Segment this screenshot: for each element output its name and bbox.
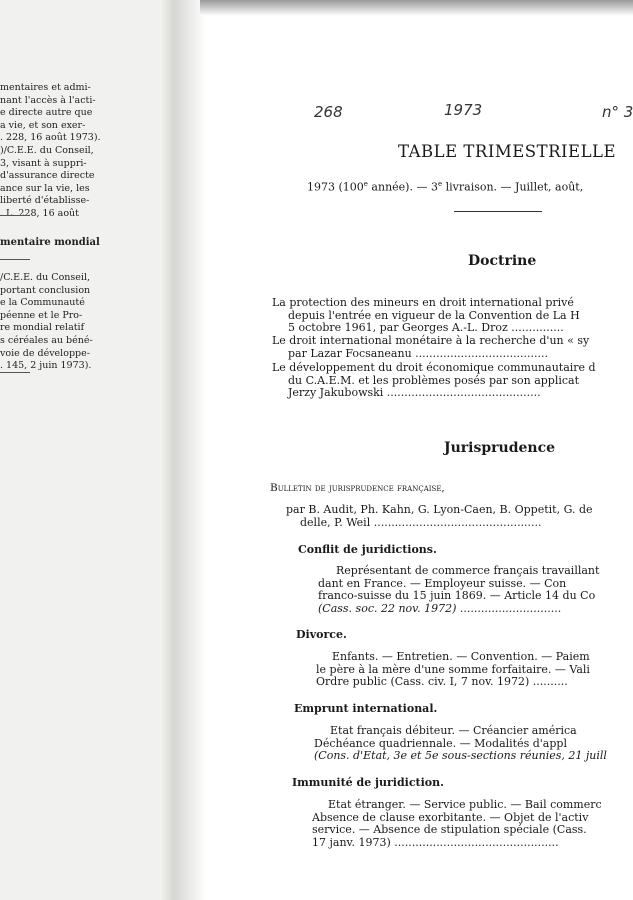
bulletin-heading: Bulletin de jurisprudence française, (270, 482, 445, 494)
category-body: Etat français débiteur. — Créancier américa Déchéance quadriennale. — Modalités d'appl (Cons. d'Etat, 3e et 5e sous-sections réunies, 21 juill (314, 724, 607, 762)
left-block-2: )/C.E.E. du Conseil, 3, visant à suppri- d'assurance directe ance sur la vie, les liberté d'établisse- . L. 228, 16 août (0, 145, 95, 219)
subtitle: 1973 (100e année). — 3e livraison. — Juillet, août, (307, 180, 584, 194)
right-page (206, 0, 633, 900)
book-gutter (160, 0, 206, 900)
page-title: TABLE TRIMESTRIELLE (398, 142, 617, 161)
category-body: Etat étranger. — Service public. — Bail commerc Absence de clause exorbitante. — Objet de l'activ service. — Absence de stipulation spéciale (Cass. 17 janv. 1973) ............................................... (312, 798, 602, 849)
jurisprudence-heading: Jurisprudence (444, 440, 556, 456)
left-rule-3 (0, 372, 30, 373)
category-title: Emprunt international. (294, 702, 438, 715)
left-heading: mentaire mondial (0, 237, 100, 248)
bulletin-authors: par B. Audit, Ph. Kahn, G. Lyon-Caen, B. Oppetit, G. de delle, P. Weil ................................................ (286, 503, 593, 529)
left-rule-2 (0, 259, 30, 260)
category-title: Conflit de juridictions. (298, 543, 437, 556)
handwritten-year: 1973 (444, 101, 483, 119)
doctrine-heading: Doctrine (468, 253, 537, 269)
doctrine-entry-3: Le développement du droit économique communautaire d du C.A.E.M. et les problèmes posés par son applicat Jerzy Jakubowski ............................................ (272, 361, 596, 399)
category-title: Divorce. (296, 628, 347, 641)
left-block-1: mentaires et admi- nant l'accès à l'acti- e directe autre que a vie, et son exer- . 228, 16 août 1973). (0, 82, 101, 144)
category-title: Immunité de juridiction. (292, 776, 444, 789)
left-page (0, 0, 160, 900)
handwritten-number: 268 (314, 103, 343, 121)
left-rule-1 (0, 215, 30, 216)
category-body: Enfants. — Entretien. — Convention. — Paiem le père à la mère d'une somme forfaitaire. — Vali Ordre public (Cass. civ. I, 7 nov. 1972) .......... (316, 650, 590, 688)
title-rule (454, 211, 542, 212)
category-body: Représentant de commerce français travaillant dant en France. — Employeur suisse. — Con franco-suisse du 15 juin 1869. — Article 14 du Co (Cass. soc. 22 nov. 1972) ............................. (318, 564, 600, 615)
left-block-3: /C.E.E. du Conseil, portant conclusion e la Communauté péenne et le Pro- re mondial relatif s céréales au béné- voie de développe- . 145, 2 juin 1973). (0, 272, 93, 372)
doctrine-entry-1: La protection des mineurs en droit international privé depuis l'entrée en vigueur de la Convention de La H 5 octobre 1961, par Georges A.-L. Droz ............... (272, 296, 580, 334)
doctrine-entry-2: Le droit international monétaire à la recherche d'un « sy par Lazar Focsaneanu ...................................... (272, 334, 590, 360)
handwritten-issue: n° 3 (602, 103, 633, 121)
